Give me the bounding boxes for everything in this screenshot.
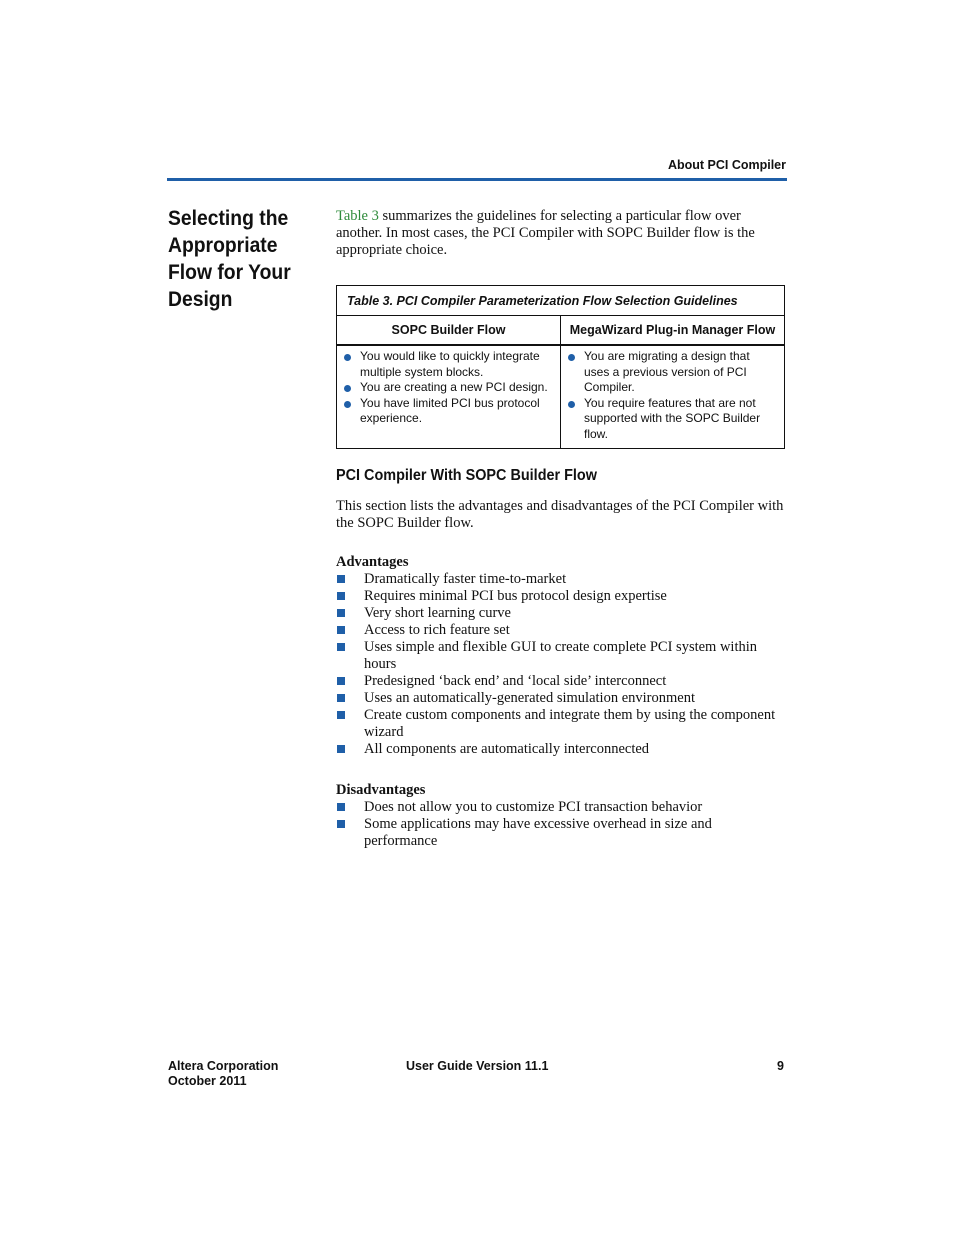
table-caption: Table 3. PCI Compiler Parameterization Flow Selection Guidelines	[337, 286, 784, 316]
bullet-square-icon	[337, 643, 345, 651]
list-item: Does not allow you to customize PCI transaction behavior	[336, 799, 786, 816]
bullet-square-icon	[337, 677, 345, 685]
flow-selection-table	[336, 285, 785, 449]
running-header: About PCI Compiler	[667, 158, 786, 172]
bullet-square-icon	[337, 575, 345, 583]
bullet-dot-icon	[344, 401, 351, 408]
table-body-row	[337, 346, 784, 448]
disadvantages-block	[336, 782, 786, 850]
table-cell-sopc	[337, 346, 561, 448]
list-item: Uses simple and flexible GUI to create complete PCI system within hours	[336, 639, 786, 673]
bullet-dot-icon	[568, 354, 575, 361]
list-item: Some applications may have excessive overhead in size and performance	[336, 816, 786, 850]
column-header-sopc: SOPC Builder Flow	[337, 316, 561, 344]
list-item: Dramatically faster time-to-market	[336, 571, 786, 588]
list-item: You are creating a new PCI design.	[342, 380, 554, 396]
footer-date: October 2011	[168, 1074, 247, 1088]
bullet-square-icon	[337, 711, 345, 719]
list-item: Uses an automatically-generated simulation environment	[336, 690, 786, 707]
disadvantages-list	[336, 799, 786, 850]
advantages-title: Advantages	[336, 554, 409, 570]
bullet-square-icon	[337, 803, 345, 811]
list-item: Predesigned ‘back end’ and ‘local side’ interconnect	[336, 673, 786, 690]
list-item: Access to rich feature set	[336, 622, 786, 639]
list-item: Create custom components and integrate them by using the component wizard	[336, 707, 786, 741]
list-item: You are migrating a design that uses a previous version of PCI Compiler.	[566, 349, 778, 396]
header-rule	[167, 178, 787, 181]
bullet-dot-icon	[344, 385, 351, 392]
bullet-square-icon	[337, 745, 345, 753]
advantages-list	[336, 571, 786, 758]
list-item: Requires minimal PCI bus protocol design expertise	[336, 588, 786, 605]
list-item: You would like to quickly integrate multiple system blocks.	[342, 349, 554, 380]
list-item: Very short learning curve	[336, 605, 786, 622]
footer-guide-version: User Guide Version 11.1	[406, 1059, 549, 1073]
bullet-square-icon	[337, 592, 345, 600]
bullet-square-icon	[337, 626, 345, 634]
intro-text: summarizes the guidelines for selecting a particular flow over another. In most cases, the PCI Compiler with SOPC Builder flow is the appropriate choice.	[336, 208, 755, 258]
list-item: All components are automatically interconnected	[336, 741, 786, 758]
subsection-title: PCI Compiler With SOPC Builder Flow	[336, 467, 597, 484]
section-title: Selecting the Appropriate Flow for Your Design	[168, 207, 291, 311]
list-item: You require features that are not supported with the SOPC Builder flow.	[566, 396, 778, 443]
table-cell-megawizard	[561, 346, 784, 448]
list-item: You have limited PCI bus protocol experience.	[342, 396, 554, 427]
bullet-dot-icon	[344, 354, 351, 361]
disadvantages-title: Disadvantages	[336, 782, 426, 798]
intro-paragraph	[336, 208, 786, 259]
advantages-block	[336, 554, 786, 758]
column-header-megawizard: MegaWizard Plug-in Manager Flow	[569, 323, 776, 337]
footer-page-number: 9	[777, 1059, 784, 1073]
bullet-dot-icon	[568, 401, 575, 408]
footer-left	[168, 1059, 278, 1089]
subsection-paragraph: This section lists the advantages and disadvantages of the PCI Compiler with the SOPC Builder flow.	[336, 498, 784, 531]
table-3-link[interactable]: Table 3	[336, 208, 379, 224]
bullet-square-icon	[337, 694, 345, 702]
table-header-row	[337, 316, 784, 346]
footer-company: Altera Corporation	[168, 1059, 279, 1073]
bullet-square-icon	[337, 609, 345, 617]
bullet-square-icon	[337, 820, 345, 828]
